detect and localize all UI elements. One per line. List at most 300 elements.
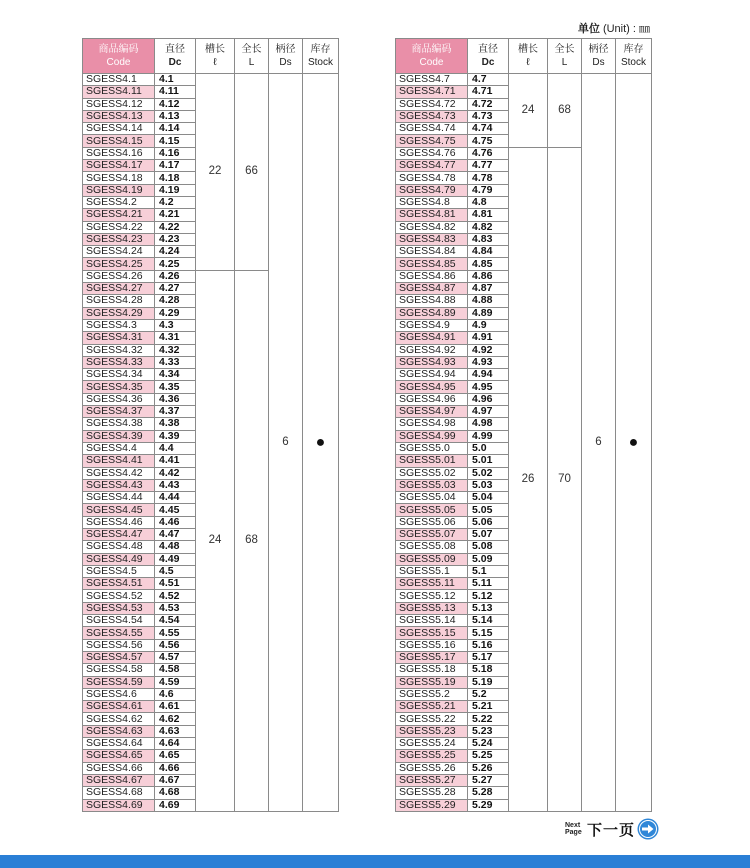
header-stock bbox=[616, 39, 652, 74]
diameter-value: 5.19 bbox=[468, 676, 509, 688]
product-code: SGESS4.51 bbox=[83, 578, 155, 590]
header-shank-diameter bbox=[582, 39, 616, 74]
header-l-cn: 槽长 bbox=[518, 44, 538, 55]
product-code: SGESS4.95 bbox=[396, 381, 468, 393]
diameter-value: 4.16 bbox=[155, 147, 196, 159]
product-code: SGESS4.42 bbox=[83, 467, 155, 479]
product-code: SGESS4.84 bbox=[396, 246, 468, 258]
product-code: SGESS5.12 bbox=[396, 590, 468, 602]
diameter-value: 4.42 bbox=[155, 467, 196, 479]
diameter-value: 4.46 bbox=[155, 516, 196, 528]
diameter-value: 5.1 bbox=[468, 565, 509, 577]
product-code: SGESS5.19 bbox=[396, 676, 468, 688]
product-code: SGESS4.74 bbox=[396, 123, 468, 135]
diameter-value: 4.89 bbox=[468, 307, 509, 319]
diameter-value: 4.9 bbox=[468, 319, 509, 331]
product-code: SGESS4.2 bbox=[83, 196, 155, 208]
product-code: SGESS5.0 bbox=[396, 442, 468, 454]
diameter-value: 4.86 bbox=[468, 270, 509, 282]
diameter-value: 5.09 bbox=[468, 553, 509, 565]
table-body-right bbox=[396, 74, 652, 812]
arrow-right-circle-icon bbox=[637, 818, 659, 840]
diameter-value: 4.32 bbox=[155, 344, 196, 356]
product-code: SGESS4.48 bbox=[83, 541, 155, 553]
product-code: SGESS5.06 bbox=[396, 516, 468, 528]
product-code: SGESS4.5 bbox=[83, 565, 155, 577]
diameter-value: 4.81 bbox=[468, 209, 509, 221]
diameter-value: 4.53 bbox=[155, 602, 196, 614]
product-code: SGESS4.15 bbox=[83, 135, 155, 147]
product-code: SGESS4.43 bbox=[83, 479, 155, 491]
diameter-value: 5.18 bbox=[468, 664, 509, 676]
diameter-value: 5.17 bbox=[468, 651, 509, 663]
table-body-left bbox=[83, 74, 339, 812]
diameter-value: 4.6 bbox=[155, 688, 196, 700]
product-code: SGESS4.23 bbox=[83, 233, 155, 245]
product-code: SGESS4.83 bbox=[396, 233, 468, 245]
product-code: SGESS4.56 bbox=[83, 639, 155, 651]
diameter-value: 5.05 bbox=[468, 504, 509, 516]
diameter-value: 4.12 bbox=[155, 98, 196, 110]
product-code: SGESS4.65 bbox=[83, 750, 155, 762]
flute-length-value: 26 bbox=[509, 147, 548, 811]
diameter-value: 4.39 bbox=[155, 430, 196, 442]
product-code: SGESS4.31 bbox=[83, 332, 155, 344]
diameter-value: 4.55 bbox=[155, 627, 196, 639]
product-code: SGESS5.03 bbox=[396, 479, 468, 491]
header-stock-cn: 库存 bbox=[310, 44, 331, 55]
diameter-value: 4.49 bbox=[155, 553, 196, 565]
diameter-value: 5.24 bbox=[468, 738, 509, 750]
diameter-value: 4.54 bbox=[155, 615, 196, 627]
diameter-value: 4.72 bbox=[468, 98, 509, 110]
header-L-cn: 全长 bbox=[554, 44, 575, 55]
product-code: SGESS4.89 bbox=[396, 307, 468, 319]
product-code: SGESS5.05 bbox=[396, 504, 468, 516]
diameter-value: 5.29 bbox=[468, 799, 509, 811]
diameter-value: 4.33 bbox=[155, 356, 196, 368]
diameter-value: 4.88 bbox=[468, 295, 509, 307]
header-l-en: ℓ bbox=[213, 57, 217, 68]
diameter-value: 5.08 bbox=[468, 541, 509, 553]
product-code: SGESS4.79 bbox=[396, 184, 468, 196]
stock-indicator: ● bbox=[616, 74, 652, 812]
diameter-value: 4.38 bbox=[155, 418, 196, 430]
diameter-value: 5.13 bbox=[468, 602, 509, 614]
header-dc-en: Dc bbox=[168, 57, 182, 68]
product-code: SGESS5.16 bbox=[396, 639, 468, 651]
product-code: SGESS4.55 bbox=[83, 627, 155, 639]
diameter-value: 4.64 bbox=[155, 738, 196, 750]
product-code: SGESS4.4 bbox=[83, 442, 155, 454]
product-code: SGESS4.1 bbox=[83, 74, 155, 86]
product-code: SGESS4.36 bbox=[83, 393, 155, 405]
diameter-value: 4.47 bbox=[155, 528, 196, 540]
diameter-value: 4.79 bbox=[468, 184, 509, 196]
flute-length-value: 24 bbox=[509, 74, 548, 148]
product-code: SGESS4.14 bbox=[83, 123, 155, 135]
diameter-value: 5.01 bbox=[468, 455, 509, 467]
product-code: SGESS4.6 bbox=[83, 688, 155, 700]
diameter-value: 5.23 bbox=[468, 725, 509, 737]
product-code: SGESS5.14 bbox=[396, 615, 468, 627]
diameter-value: 4.76 bbox=[468, 147, 509, 159]
product-code: SGESS4.27 bbox=[83, 283, 155, 295]
diameter-value: 4.61 bbox=[155, 701, 196, 713]
product-code: SGESS5.08 bbox=[396, 541, 468, 553]
product-code: SGESS4.28 bbox=[83, 295, 155, 307]
shank-diameter-value: 6 bbox=[582, 74, 616, 812]
diameter-value: 5.25 bbox=[468, 750, 509, 762]
product-code: SGESS4.63 bbox=[83, 725, 155, 737]
diameter-value: 4.68 bbox=[155, 787, 196, 799]
diameter-value: 4.3 bbox=[155, 319, 196, 331]
diameter-value: 4.75 bbox=[468, 135, 509, 147]
product-code: SGESS4.25 bbox=[83, 258, 155, 270]
header-stock-en: Stock bbox=[620, 57, 646, 68]
diameter-value: 5.02 bbox=[468, 467, 509, 479]
product-code: SGESS4.76 bbox=[396, 147, 468, 159]
product-code: SGESS4.29 bbox=[83, 307, 155, 319]
diameter-value: 4.62 bbox=[155, 713, 196, 725]
diameter-value: 4.78 bbox=[468, 172, 509, 184]
diameter-value: 4.66 bbox=[155, 762, 196, 774]
overall-length-value: 68 bbox=[548, 74, 582, 148]
product-code: SGESS4.35 bbox=[83, 381, 155, 393]
product-code: SGESS4.85 bbox=[396, 258, 468, 270]
spec-table-left bbox=[82, 38, 339, 812]
diameter-value: 4.26 bbox=[155, 270, 196, 282]
product-code: SGESS5.15 bbox=[396, 627, 468, 639]
product-code: SGESS4.99 bbox=[396, 430, 468, 442]
diameter-value: 4.56 bbox=[155, 639, 196, 651]
diameter-value: 4.7 bbox=[468, 74, 509, 86]
header-dc-en: Dc bbox=[481, 57, 495, 68]
product-code: SGESS4.18 bbox=[83, 172, 155, 184]
diameter-value: 4.57 bbox=[155, 651, 196, 663]
table-row bbox=[83, 74, 339, 86]
overall-length-value: 66 bbox=[235, 74, 269, 271]
header-code-en: Code bbox=[419, 57, 444, 68]
product-code: SGESS5.21 bbox=[396, 701, 468, 713]
diameter-value: 4.67 bbox=[155, 774, 196, 786]
product-code: SGESS4.58 bbox=[83, 664, 155, 676]
diameter-value: 4.11 bbox=[155, 86, 196, 98]
unit-label-en: (Unit) : ㎜ bbox=[602, 23, 650, 35]
product-code: SGESS4.97 bbox=[396, 406, 468, 418]
diameter-value: 4.45 bbox=[155, 504, 196, 516]
overall-length-value: 68 bbox=[235, 270, 269, 811]
diameter-value: 4.28 bbox=[155, 295, 196, 307]
diameter-value: 4.99 bbox=[468, 430, 509, 442]
product-code: SGESS4.81 bbox=[396, 209, 468, 221]
diameter-value: 5.22 bbox=[468, 713, 509, 725]
product-code: SGESS5.28 bbox=[396, 787, 468, 799]
diameter-value: 4.97 bbox=[468, 406, 509, 418]
diameter-value: 5.06 bbox=[468, 516, 509, 528]
product-code: SGESS4.66 bbox=[83, 762, 155, 774]
product-code: SGESS4.86 bbox=[396, 270, 468, 282]
header-ds-en: Ds bbox=[592, 57, 605, 68]
product-code: SGESS4.12 bbox=[83, 98, 155, 110]
table-header-row bbox=[396, 39, 652, 74]
product-code: SGESS5.04 bbox=[396, 492, 468, 504]
diameter-value: 4.29 bbox=[155, 307, 196, 319]
header-shank-diameter bbox=[269, 39, 303, 74]
stock-indicator: ● bbox=[303, 74, 339, 812]
diameter-value: 4.74 bbox=[468, 123, 509, 135]
product-code: SGESS5.26 bbox=[396, 762, 468, 774]
diameter-value: 4.44 bbox=[155, 492, 196, 504]
product-code: SGESS4.45 bbox=[83, 504, 155, 516]
diameter-value: 4.94 bbox=[468, 369, 509, 381]
header-l-en: ℓ bbox=[526, 57, 530, 68]
product-code: SGESS4.54 bbox=[83, 615, 155, 627]
product-code: SGESS5.07 bbox=[396, 528, 468, 540]
header-dc-cn: 直径 bbox=[165, 44, 185, 55]
diameter-value: 4.8 bbox=[468, 196, 509, 208]
product-code: SGESS4.71 bbox=[396, 86, 468, 98]
table-row bbox=[396, 74, 652, 86]
product-code: SGESS5.17 bbox=[396, 651, 468, 663]
diameter-value: 5.11 bbox=[468, 578, 509, 590]
diameter-value: 4.41 bbox=[155, 455, 196, 467]
diameter-value: 4.82 bbox=[468, 221, 509, 233]
product-code: SGESS4.32 bbox=[83, 344, 155, 356]
next-page-cn-label: 下一页 bbox=[587, 821, 636, 839]
diameter-value: 4.22 bbox=[155, 221, 196, 233]
product-code: SGESS4.75 bbox=[396, 135, 468, 147]
diameter-value: 5.16 bbox=[468, 639, 509, 651]
product-code: SGESS5.29 bbox=[396, 799, 468, 811]
diameter-value: 4.35 bbox=[155, 381, 196, 393]
diameter-value: 4.15 bbox=[155, 135, 196, 147]
product-code: SGESS4.78 bbox=[396, 172, 468, 184]
diameter-value: 4.17 bbox=[155, 160, 196, 172]
header-code-en: Code bbox=[106, 57, 131, 68]
product-code: SGESS4.22 bbox=[83, 221, 155, 233]
product-code: SGESS5.11 bbox=[396, 578, 468, 590]
product-code: SGESS5.18 bbox=[396, 664, 468, 676]
diameter-value: 4.87 bbox=[468, 283, 509, 295]
header-dc-cn: 直径 bbox=[478, 44, 498, 55]
diameter-value: 4.91 bbox=[468, 332, 509, 344]
diameter-value: 5.07 bbox=[468, 528, 509, 540]
product-code: SGESS4.62 bbox=[83, 713, 155, 725]
header-code bbox=[83, 39, 155, 74]
diameter-value: 4.27 bbox=[155, 283, 196, 295]
diameter-value: 4.43 bbox=[155, 479, 196, 491]
product-code: SGESS4.13 bbox=[83, 110, 155, 122]
shank-diameter-value: 6 bbox=[269, 74, 303, 812]
product-code: SGESS4.16 bbox=[83, 147, 155, 159]
diameter-value: 5.15 bbox=[468, 627, 509, 639]
product-code: SGESS4.53 bbox=[83, 602, 155, 614]
header-ds-cn: 柄径 bbox=[275, 44, 296, 55]
header-L-en: L bbox=[561, 57, 568, 68]
diameter-value: 4.18 bbox=[155, 172, 196, 184]
bottom-bar bbox=[0, 855, 750, 868]
product-code: SGESS4.3 bbox=[83, 319, 155, 331]
product-code: SGESS4.11 bbox=[83, 86, 155, 98]
diameter-value: 4.93 bbox=[468, 356, 509, 368]
diameter-value: 4.5 bbox=[155, 565, 196, 577]
diameter-value: 4.92 bbox=[468, 344, 509, 356]
product-code: SGESS5.24 bbox=[396, 738, 468, 750]
product-code: SGESS4.21 bbox=[83, 209, 155, 221]
product-code: SGESS4.46 bbox=[83, 516, 155, 528]
header-diameter bbox=[155, 39, 196, 74]
diameter-value: 5.0 bbox=[468, 442, 509, 454]
product-code: SGESS4.57 bbox=[83, 651, 155, 663]
next-page-en-label: Next Page bbox=[565, 822, 582, 836]
product-code: SGESS4.41 bbox=[83, 455, 155, 467]
product-code: SGESS4.69 bbox=[83, 799, 155, 811]
header-l-cn: 槽长 bbox=[205, 44, 225, 55]
diameter-value: 4.69 bbox=[155, 799, 196, 811]
diameter-value: 4.77 bbox=[468, 160, 509, 172]
product-code: SGESS4.68 bbox=[83, 787, 155, 799]
diameter-value: 4.71 bbox=[468, 86, 509, 98]
table-header-row bbox=[83, 39, 339, 74]
diameter-value: 4.63 bbox=[155, 725, 196, 737]
product-code: SGESS5.25 bbox=[396, 750, 468, 762]
product-code: SGESS4.44 bbox=[83, 492, 155, 504]
product-code: SGESS5.01 bbox=[396, 455, 468, 467]
product-code: SGESS5.02 bbox=[396, 467, 468, 479]
product-code: SGESS5.13 bbox=[396, 602, 468, 614]
diameter-value: 4.31 bbox=[155, 332, 196, 344]
diameter-value: 5.14 bbox=[468, 615, 509, 627]
diameter-value: 4.58 bbox=[155, 664, 196, 676]
diameter-value: 4.4 bbox=[155, 442, 196, 454]
header-overall-length bbox=[235, 39, 269, 74]
header-L-cn: 全长 bbox=[241, 44, 262, 55]
product-code: SGESS4.33 bbox=[83, 356, 155, 368]
diameter-value: 4.36 bbox=[155, 393, 196, 405]
flute-length-value: 24 bbox=[196, 270, 235, 811]
product-code: SGESS4.59 bbox=[83, 676, 155, 688]
product-code: SGESS4.37 bbox=[83, 406, 155, 418]
product-code: SGESS4.47 bbox=[83, 528, 155, 540]
product-code: SGESS4.96 bbox=[396, 393, 468, 405]
product-code: SGESS4.88 bbox=[396, 295, 468, 307]
diameter-value: 5.04 bbox=[468, 492, 509, 504]
diameter-value: 4.23 bbox=[155, 233, 196, 245]
diameter-value: 4.1 bbox=[155, 74, 196, 86]
diameter-value: 4.65 bbox=[155, 750, 196, 762]
spec-table-right bbox=[395, 38, 652, 812]
product-code: SGESS5.09 bbox=[396, 553, 468, 565]
header-stock-en: Stock bbox=[307, 57, 333, 68]
diameter-value: 4.14 bbox=[155, 123, 196, 135]
product-code: SGESS4.7 bbox=[396, 74, 468, 86]
product-code: SGESS5.22 bbox=[396, 713, 468, 725]
header-diameter bbox=[468, 39, 509, 74]
product-code: SGESS4.92 bbox=[396, 344, 468, 356]
product-code: SGESS4.61 bbox=[83, 701, 155, 713]
diameter-value: 4.19 bbox=[155, 184, 196, 196]
product-code: SGESS4.72 bbox=[396, 98, 468, 110]
diameter-value: 4.25 bbox=[155, 258, 196, 270]
product-code: SGESS4.73 bbox=[396, 110, 468, 122]
product-code: SGESS5.2 bbox=[396, 688, 468, 700]
header-stock bbox=[303, 39, 339, 74]
diameter-value: 5.03 bbox=[468, 479, 509, 491]
product-code: SGESS4.9 bbox=[396, 319, 468, 331]
product-code: SGESS4.67 bbox=[83, 774, 155, 786]
diameter-value: 4.24 bbox=[155, 246, 196, 258]
diameter-value: 4.95 bbox=[468, 381, 509, 393]
product-code: SGESS4.94 bbox=[396, 369, 468, 381]
header-stock-cn: 库存 bbox=[623, 44, 644, 55]
product-code: SGESS5.27 bbox=[396, 774, 468, 786]
diameter-value: 4.59 bbox=[155, 676, 196, 688]
diameter-value: 5.27 bbox=[468, 774, 509, 786]
product-code: SGESS4.39 bbox=[83, 430, 155, 442]
product-code: SGESS4.93 bbox=[396, 356, 468, 368]
diameter-value: 4.37 bbox=[155, 406, 196, 418]
diameter-value: 4.96 bbox=[468, 393, 509, 405]
product-code: SGESS4.87 bbox=[396, 283, 468, 295]
product-code: SGESS4.8 bbox=[396, 196, 468, 208]
diameter-value: 4.84 bbox=[468, 246, 509, 258]
diameter-value: 4.85 bbox=[468, 258, 509, 270]
product-code: SGESS4.19 bbox=[83, 184, 155, 196]
unit-label-cn: 单位 bbox=[577, 23, 600, 35]
header-overall-length bbox=[548, 39, 582, 74]
product-code: SGESS4.91 bbox=[396, 332, 468, 344]
diameter-value: 4.98 bbox=[468, 418, 509, 430]
product-code: SGESS4.52 bbox=[83, 590, 155, 602]
next-page-button[interactable] bbox=[565, 818, 659, 840]
product-code: SGESS5.1 bbox=[396, 565, 468, 577]
diameter-value: 4.52 bbox=[155, 590, 196, 602]
product-code: SGESS4.38 bbox=[83, 418, 155, 430]
diameter-value: 4.73 bbox=[468, 110, 509, 122]
product-code: SGESS4.34 bbox=[83, 369, 155, 381]
diameter-value: 4.2 bbox=[155, 196, 196, 208]
diameter-value: 4.83 bbox=[468, 233, 509, 245]
product-code: SGESS4.64 bbox=[83, 738, 155, 750]
flute-length-value: 22 bbox=[196, 74, 235, 271]
diameter-value: 4.34 bbox=[155, 369, 196, 381]
header-flute-length bbox=[196, 39, 235, 74]
product-code: SGESS4.26 bbox=[83, 270, 155, 282]
product-code: SGESS4.49 bbox=[83, 553, 155, 565]
header-ds-en: Ds bbox=[279, 57, 292, 68]
diameter-value: 4.51 bbox=[155, 578, 196, 590]
header-ds-cn: 柄径 bbox=[588, 44, 609, 55]
product-code: SGESS4.98 bbox=[396, 418, 468, 430]
product-code: SGESS4.82 bbox=[396, 221, 468, 233]
product-code: SGESS4.77 bbox=[396, 160, 468, 172]
diameter-value: 4.13 bbox=[155, 110, 196, 122]
diameter-value: 5.21 bbox=[468, 701, 509, 713]
header-code bbox=[396, 39, 468, 74]
diameter-value: 5.2 bbox=[468, 688, 509, 700]
unit-label bbox=[578, 20, 650, 36]
diameter-value: 4.48 bbox=[155, 541, 196, 553]
product-code: SGESS5.23 bbox=[396, 725, 468, 737]
overall-length-value: 70 bbox=[548, 147, 582, 811]
header-L-en: L bbox=[248, 57, 255, 68]
diameter-value: 5.28 bbox=[468, 787, 509, 799]
diameter-value: 5.26 bbox=[468, 762, 509, 774]
header-flute-length bbox=[509, 39, 548, 74]
diameter-value: 4.21 bbox=[155, 209, 196, 221]
diameter-value: 5.12 bbox=[468, 590, 509, 602]
